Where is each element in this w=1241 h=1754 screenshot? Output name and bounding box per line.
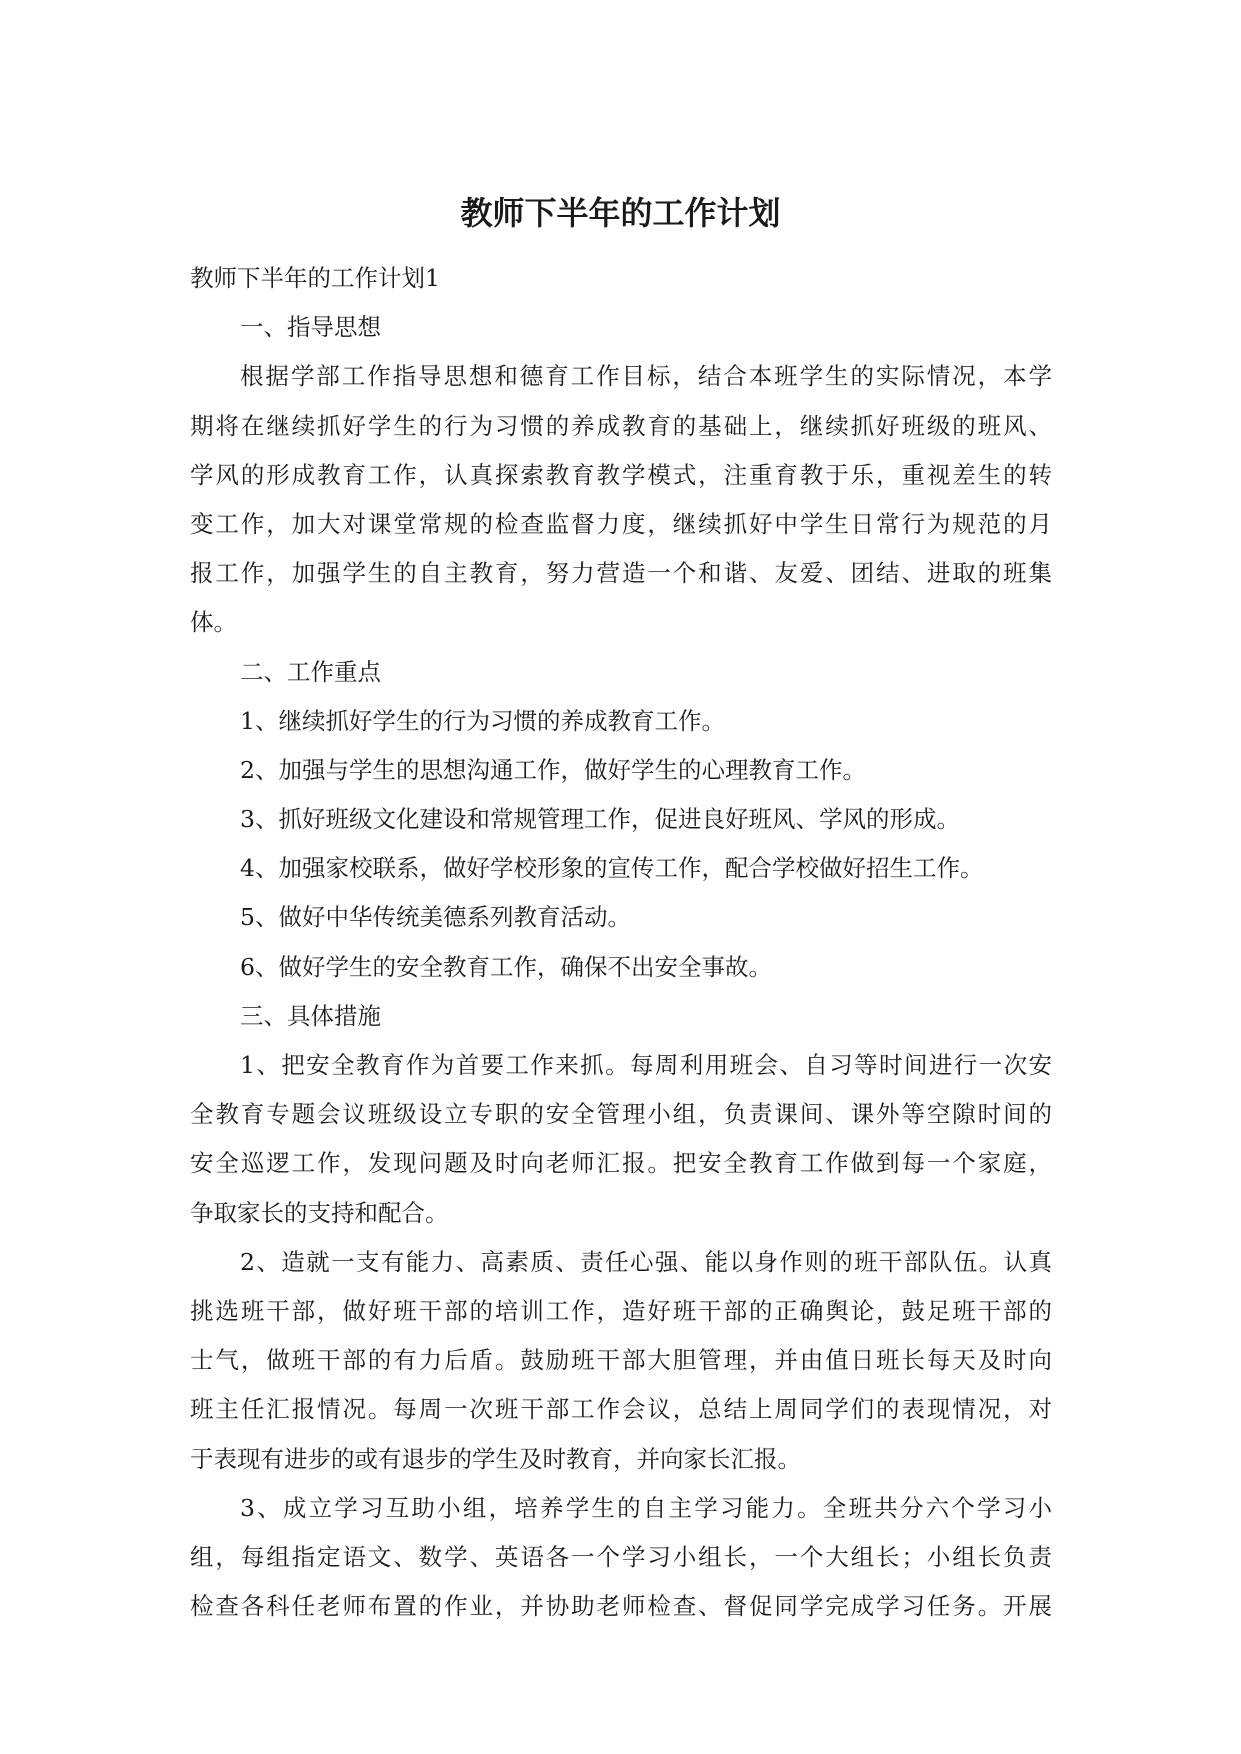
paragraph-line: 报工作，加强学生的自主教育，努力营造一个和谐、友爱、团结、进取的班集 [190,559,1052,588]
paragraph-line: 安全巡逻工作，发现问题及时向老师汇报。把安全教育工作做到每一个家庭， [190,1149,1052,1178]
paragraph-line: 检查各科任老师布置的作业，并协助老师检查、督促同学完成学习任务。开展 [190,1592,1052,1621]
paragraph-line: 1、把安全教育作为首要工作来抓。每周利用班会、自习等时间进行一次安 [240,1051,1052,1079]
paragraph-line: 组，每组指定语文、数学、英语各一个学习小组长，一个大组长；小组长负责 [190,1542,1052,1571]
paragraph-line: 班主任汇报情况。每周一次班干部工作会议，总结上周同学们的表现情况，对 [190,1395,1052,1424]
paragraph-line: 挑选班干部，做好班干部的培训工作，造好班干部的正确舆论，鼓足班干部的 [190,1296,1052,1325]
document-title: 教师下半年的工作计划 [460,194,781,232]
list-item: 5、做好中华传统美德系列教育活动。 [240,903,631,932]
paragraph-line: 2、造就一支有能力、高素质、责任心强、能以身作则的班干部队伍。认真 [240,1247,1052,1276]
list-item: 4、加强家校联系，做好学校形象的宣传工作，配合学校做好招生工作。 [240,854,984,883]
paragraph-line: 于表现有进步的或有退步的学生及时教育，并向家长汇报。 [190,1444,801,1473]
paragraph-line: 3、成立学习互助小组，培养学生的自主学习能力。全班共分六个学习小 [240,1493,1052,1522]
section-heading-specific-measures: 三、具体措施 [240,1001,381,1030]
paragraph-line: 学风的形成教育工作，认真探索教育教学模式，注重育教于乐，重视差生的转 [190,460,1052,489]
section-heading-guiding-thought: 一、指导思想 [240,313,381,342]
list-item: 6、做好学生的安全教育工作，确保不出安全事故。 [240,952,772,981]
list-item: 1、继续抓好学生的行为习惯的养成教育工作。 [240,706,725,735]
list-item: 3、抓好班级文化建设和常规管理工作，促进良好班风、学风的形成。 [240,805,960,834]
document-body [190,254,1052,1631]
paragraph-line: 期将在继续抓好学生的行为习惯的养成教育的基础上，继续抓好班级的班风、 [190,411,1052,440]
paragraph-line: 体。 [190,608,237,637]
paragraph-line: 变工作，加大对课堂常规的检查监督力度，继续抓好中学生日常行为规范的月 [190,509,1052,538]
list-item: 2、加强与学生的思想沟通工作，做好学生的心理教育工作。 [240,755,866,784]
paragraph-line: 争取家长的支持和配合。 [190,1198,449,1227]
section-heading-work-focus: 二、工作重点 [240,657,381,686]
document-subtitle: 教师下半年的工作计划1 [190,264,440,292]
paragraph-line: 全教育专题会议班级设立专职的安全管理小组，负责课间、课外等空隙时间的 [190,1100,1052,1129]
paragraph-line: 士气，做班干部的有力后盾。鼓励班干部大胆管理，并由值日班长每天及时向 [190,1346,1052,1375]
paragraph-line: 根据学部工作指导思想和德育工作目标，结合本班学生的实际情况，本学 [240,362,1052,391]
